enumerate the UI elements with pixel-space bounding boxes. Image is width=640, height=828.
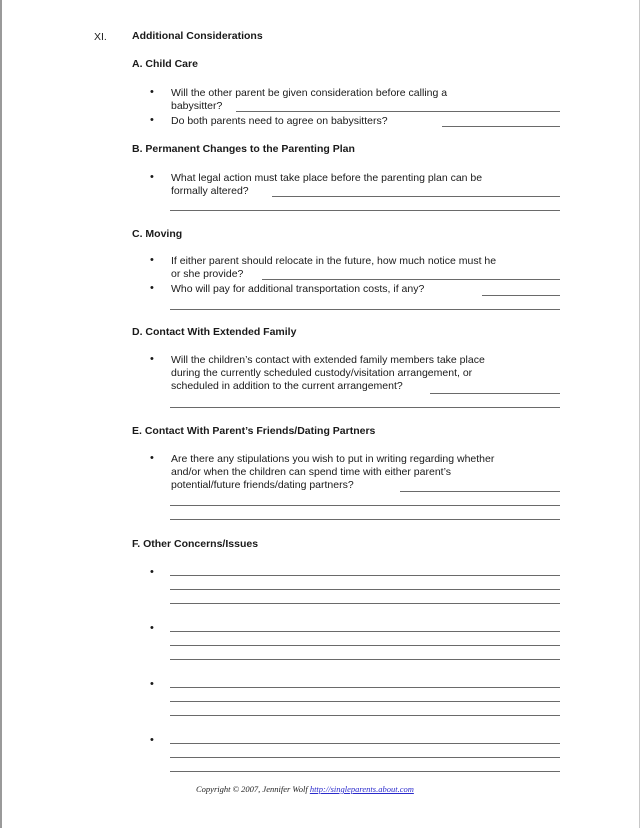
- footer: [196, 784, 414, 794]
- answer-line[interactable]: [262, 279, 560, 280]
- answer-line[interactable]: [272, 196, 560, 197]
- page-left-border: [0, 0, 2, 828]
- answer-line[interactable]: [170, 687, 560, 688]
- question-line: Do both parents need to agree on babysitters?: [171, 115, 388, 127]
- answer-line[interactable]: [170, 309, 560, 310]
- answer-line[interactable]: [482, 295, 560, 296]
- question-line: formally altered?: [171, 185, 249, 197]
- footer-copyright: Copyright © 2007, Jennifer Wolf: [196, 784, 308, 794]
- answer-line[interactable]: [170, 589, 560, 590]
- question-line: Will the other parent be given consideration before calling a: [171, 87, 448, 99]
- bullet: •: [150, 622, 154, 634]
- answer-line[interactable]: [170, 757, 560, 758]
- answer-line[interactable]: [430, 393, 560, 394]
- question-line: Are there any stipulations you wish to put in writing regarding whether: [171, 453, 495, 465]
- bullet: •: [150, 114, 154, 126]
- bullet: •: [150, 282, 154, 294]
- bullet: •: [150, 353, 154, 365]
- answer-line[interactable]: [170, 771, 560, 772]
- question-line: If either parent should relocate in the future, how much notice must he: [171, 255, 497, 267]
- bullet: •: [150, 566, 154, 578]
- answer-line[interactable]: [170, 407, 560, 408]
- section-number: XI.: [94, 31, 107, 43]
- answer-line[interactable]: [170, 645, 560, 646]
- bullet: •: [150, 678, 154, 690]
- bullet: •: [150, 171, 154, 183]
- answer-line[interactable]: [170, 505, 560, 506]
- bullet: •: [150, 734, 154, 746]
- subsection-title-extended-family: D. Contact With Extended Family: [132, 326, 297, 338]
- answer-line[interactable]: [170, 743, 560, 744]
- answer-line[interactable]: [170, 575, 560, 576]
- bullet: •: [150, 86, 154, 98]
- answer-line[interactable]: [170, 210, 560, 211]
- question-line: What legal action must take place before the parenting plan can be: [171, 172, 483, 184]
- question-line: Who will pay for additional transportation costs, if any?: [171, 283, 425, 295]
- footer-link[interactable]: http://singleparents.about.com: [309, 784, 414, 794]
- answer-line[interactable]: [236, 111, 560, 112]
- answer-line[interactable]: [170, 631, 560, 632]
- subsection-title-moving: C. Moving: [132, 228, 183, 240]
- answer-line[interactable]: [170, 715, 560, 716]
- bullet: •: [150, 452, 154, 464]
- subsection-title-other-concerns: F. Other Concerns/Issues: [132, 538, 259, 550]
- question-line: Will the children’s contact with extended family members take place: [171, 354, 485, 366]
- bullet: •: [150, 254, 154, 266]
- answer-line[interactable]: [170, 701, 560, 702]
- question-line: during the currently scheduled custody/visitation arrangement, or: [171, 367, 473, 379]
- answer-line[interactable]: [170, 659, 560, 660]
- question-line: scheduled in addition to the current arrangement?: [171, 380, 403, 392]
- subsection-title-permanent-changes: B. Permanent Changes to the Parenting Plan: [132, 143, 355, 155]
- question-line: potential/future friends/dating partners?: [171, 479, 354, 491]
- question-line: and/or when the children can spend time with either parent’s: [171, 466, 451, 478]
- question-line: or she provide?: [171, 268, 244, 280]
- subsection-title-child-care: A. Child Care: [132, 58, 198, 70]
- answer-line[interactable]: [170, 603, 560, 604]
- answer-line[interactable]: [442, 126, 560, 127]
- subsection-title-friends-dating: E. Contact With Parent’s Friends/Dating Partners: [132, 425, 376, 437]
- question-line: babysitter?: [171, 100, 223, 112]
- answer-line[interactable]: [400, 491, 560, 492]
- section-title: Additional Considerations: [132, 30, 263, 42]
- answer-line[interactable]: [170, 519, 560, 520]
